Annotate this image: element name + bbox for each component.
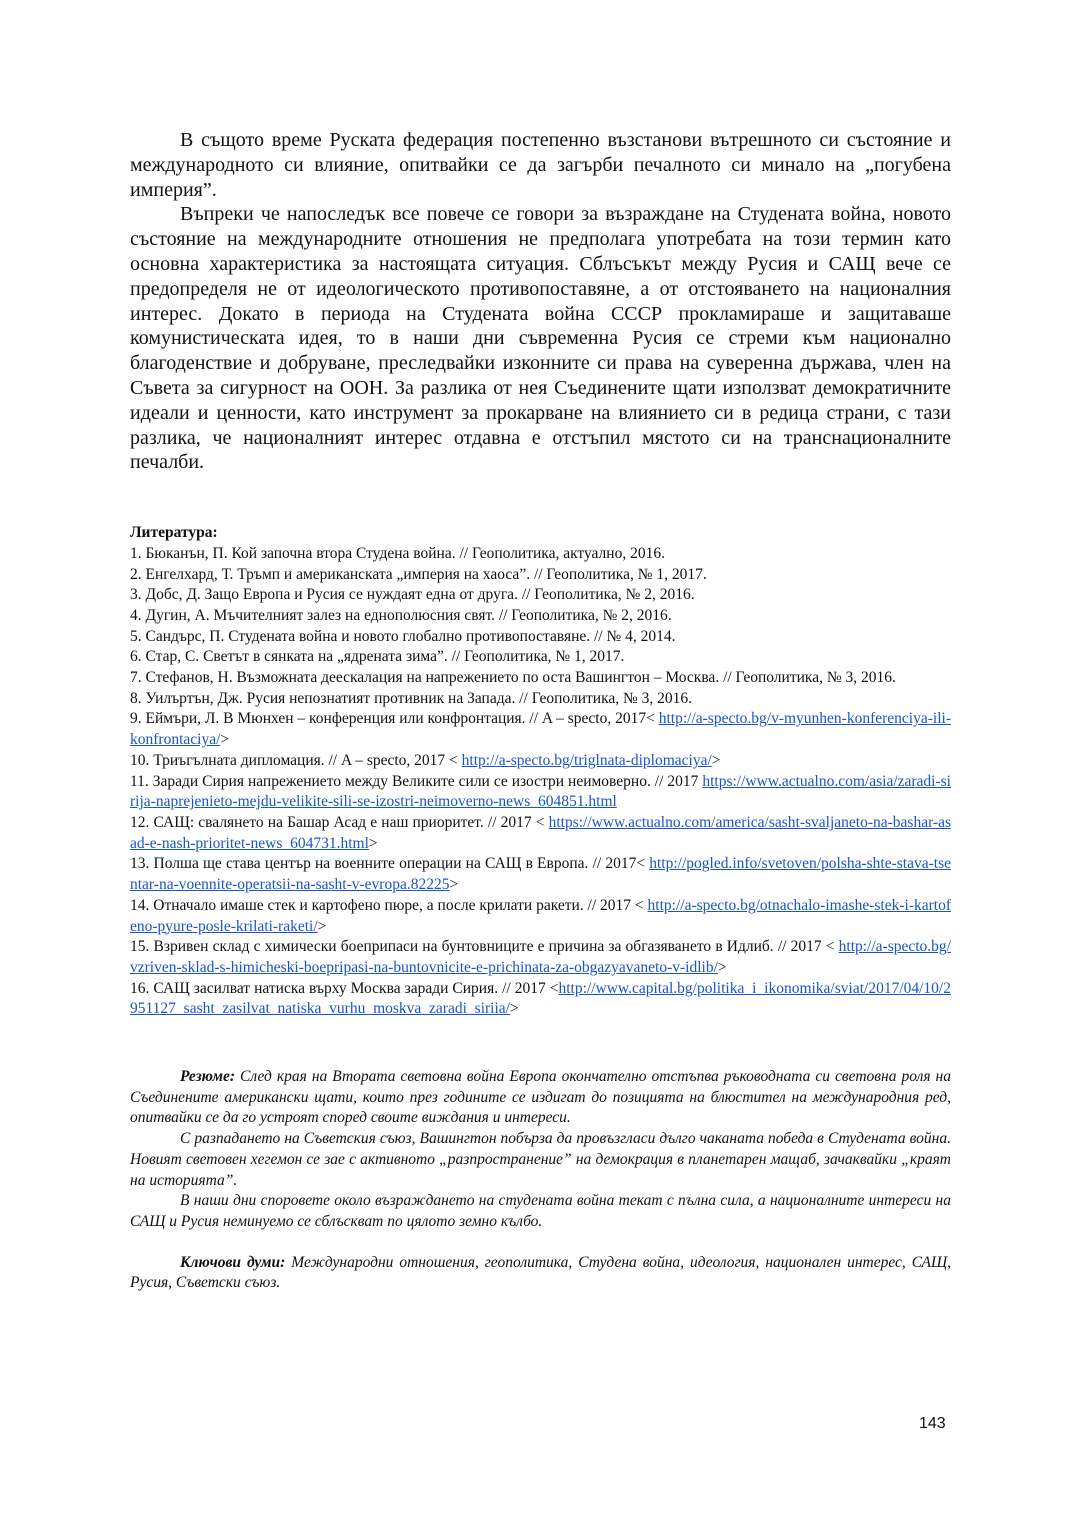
reference-closing: >: [509, 1000, 519, 1018]
reference-item: [130, 772, 951, 813]
reference-text: 7. Стефанов, Н. Възможната деескалация на напрежението по оста Вашингтон – Москва. // Геополитика, № 3, 2016.: [130, 669, 896, 687]
abstract-paragraph-3: В наши дни споровете около възраждането на студената война текат с пълна сила, а националните интереси на САЩ и Русия неминуемо се сблъскват по цялото земно кълбо.: [130, 1192, 951, 1230]
reference-text: 11. Заради Сирия напрежението между Великите сили се изостри неимоверно. // 2017: [130, 772, 703, 790]
reference-text: 4. Дугин, А. Мъчителният залез на еднополюсния свят. // Геополитика, № 2, 2016.: [130, 606, 672, 624]
reference-closing: >: [449, 876, 459, 894]
body-paragraph-1: В същото време Руската федерация постепенно възстанови вътрешното си състояние и международното си влияние, опитвайки се да загърби печалното си минало на „погубена империя”.: [130, 129, 951, 201]
page-content: [130, 128, 951, 1294]
reference-item: [130, 689, 951, 710]
reference-item: [130, 896, 951, 937]
reference-list: [130, 544, 951, 1020]
abstract-paragraph-1: [130, 1067, 951, 1129]
reference-item: [130, 606, 951, 627]
reference-link[interactable]: http://pogled.info/svetoven/polsha-shte-stava-tsentar-na-voennite-operatsii-na-sasht-v-evropa.82225: [130, 855, 951, 894]
reference-item: [130, 544, 951, 565]
abstract-text-1: След края на Втората световна война Европа окончателно отстъпва ръководната си световна роля на Съединените американски щати, които през годините се издигат до позицията на блюстител на международния ред, опитвайки се да го устроят според своите виждания и интереси.: [130, 1068, 951, 1127]
keywords-paragraph: [130, 1253, 951, 1294]
reference-item: [130, 627, 951, 648]
reference-item: [130, 751, 951, 772]
reference-text: 5. Сандърс, П. Студената война и новото глобално противопоставяне. // № 4, 2014.: [130, 627, 676, 645]
references-section: [130, 523, 951, 1020]
keywords-label: Ключови думи:: [180, 1253, 286, 1271]
reference-text: 10. Триъгълната дипломация. // A – specto, 2017 <: [130, 751, 462, 769]
reference-text: 13. Полша ще става център на военните операции на САЩ в Европа. // 2017<: [130, 855, 650, 873]
reference-item: [130, 854, 951, 895]
reference-item: [130, 813, 951, 854]
reference-item: [130, 709, 951, 750]
reference-text: 14. Отначало имаше стек и картофено пюре, а после крилати ракети. // 2017 <: [130, 896, 648, 914]
reference-link[interactable]: http://a-specto.bg/v-myunhen-konferenciya-ili-konfrontaciya/: [130, 710, 951, 749]
reference-closing: >: [317, 917, 327, 935]
reference-closing: >: [711, 751, 721, 769]
reference-item: [130, 668, 951, 689]
page-number: 143: [919, 1415, 946, 1432]
abstract-section: [130, 1067, 951, 1294]
reference-link[interactable]: http://a-specto.bg/triglnata-diplomaciya/: [461, 751, 712, 769]
reference-item: [130, 937, 951, 978]
reference-link[interactable]: https://www.actualno.com/america/sasht-svaljaneto-na-bashar-asad-e-nash-prioritet-news_604731.html: [130, 814, 951, 852]
reference-text: 8. Уилъртън, Дж. Русия непознатият противник на Запада. // Геополитика, № 3, 2016.: [130, 689, 693, 707]
reference-text: 3. Добс, Д. Защо Европа и Русия се нуждаят една от друга. // Геополитика, № 2, 2016.: [130, 586, 695, 604]
reference-text: 9. Еймъри, Л. В Мюнхен – конференция или конфронтация. // A – specto, 2017<: [130, 710, 659, 728]
reference-closing: >: [717, 958, 727, 976]
reference-text: 12. САЩ: свалянето на Башар Асад е наш приоритет. // 2017 <: [130, 814, 549, 831]
keywords-text: Международни отношения, геополитика, Студена война, идеология, национален интерес, САЩ, Русия, Съветски съюз.: [130, 1253, 951, 1292]
reference-text: 1. Бюканън, П. Кой започна втора Студена война. // Геополитика, актуално, 2016.: [130, 544, 665, 562]
reference-item: [130, 979, 951, 1020]
abstract-paragraph-2: С разпадането на Съветския съюз, Вашингтон побърза да провъзгласи дълго чаканата победа в Студената война. Новият световен хегемон се зае с активното „разпространение” на демокрация в планетарен мащаб, зачаквайки „краят на историята”.: [130, 1130, 951, 1189]
reference-text: 16. САЩ засилват натиска върху Москва заради Сирия. // 2017 <: [130, 979, 559, 997]
reference-closing: >: [368, 834, 378, 852]
reference-item: [130, 585, 951, 606]
reference-link[interactable]: https://www.actualno.com/asia/zaradi-sirija-naprejenieto-mejdu-velikite-sili-se-izostri-neimoverno-news_604851.html: [130, 772, 951, 811]
reference-closing: >: [220, 731, 230, 749]
reference-link[interactable]: http://www.capital.bg/politika_i_ikonomika/sviat/2017/04/10/2951127_sasht_zasilvat_natiska_vurhu_moskva_zaradi_siriia/: [130, 979, 951, 1018]
reference-item: [130, 647, 951, 668]
reference-text: 15. Взривен склад с химически боеприпаси на бунтовниците е причина за обгазяването в Идлиб. // 2017 <: [130, 938, 839, 956]
references-title: Литература:: [130, 524, 218, 542]
reference-text: 2. Енгелхард, Т. Тръмп и американската „империя на хаоса”. // Геополитика, № 1, 2017.: [130, 565, 707, 583]
reference-link[interactable]: http://a-specto.bg/otnachalo-imashe-stek-i-kartofeno-pyure-posle-krilati-raketi/: [130, 896, 951, 935]
reference-text: 6. Стар, С. Светът в сянката на „ядрената зима”. // Геополитика, № 1, 2017.: [130, 648, 625, 666]
abstract-label: Резюме:: [180, 1068, 236, 1086]
reference-link[interactable]: http://a-specto.bg/vzriven-sklad-s-himicheski-boepripasi-na-buntovnicite-e-prichinata-za-obgazyavaneto-v-idlib/: [130, 938, 951, 976]
body-paragraph-2: Въпреки че напоследък все повече се говори за възраждане на Студената война, новото състояние на международните отношения не предполага употребата на този термин като основна характеристика за настоящата ситуация. Сблъсъкът между Русия и САЩ вече се предопределя не от идеологическото противопоставяне, а от отстояването на националния интерес. Докато в периода на Студената война СССР прокламираше и защитаваше комунистическата идея, то в наши дни съвременна Русия се стреми към национално благоденствие и добруване, преследвайки изконните си права на суверенна държава, член на Съвета за сигурност на ООН. За разлика от нея Съединените щати използват демократичните идеали и ценности, като инструмент за прокарване на влиянието си в редица страни, с тази разлика, че националният интерес отдавна е отстъпил мястото си на транснационалните печалби.: [130, 203, 951, 474]
reference-item: [130, 565, 951, 586]
